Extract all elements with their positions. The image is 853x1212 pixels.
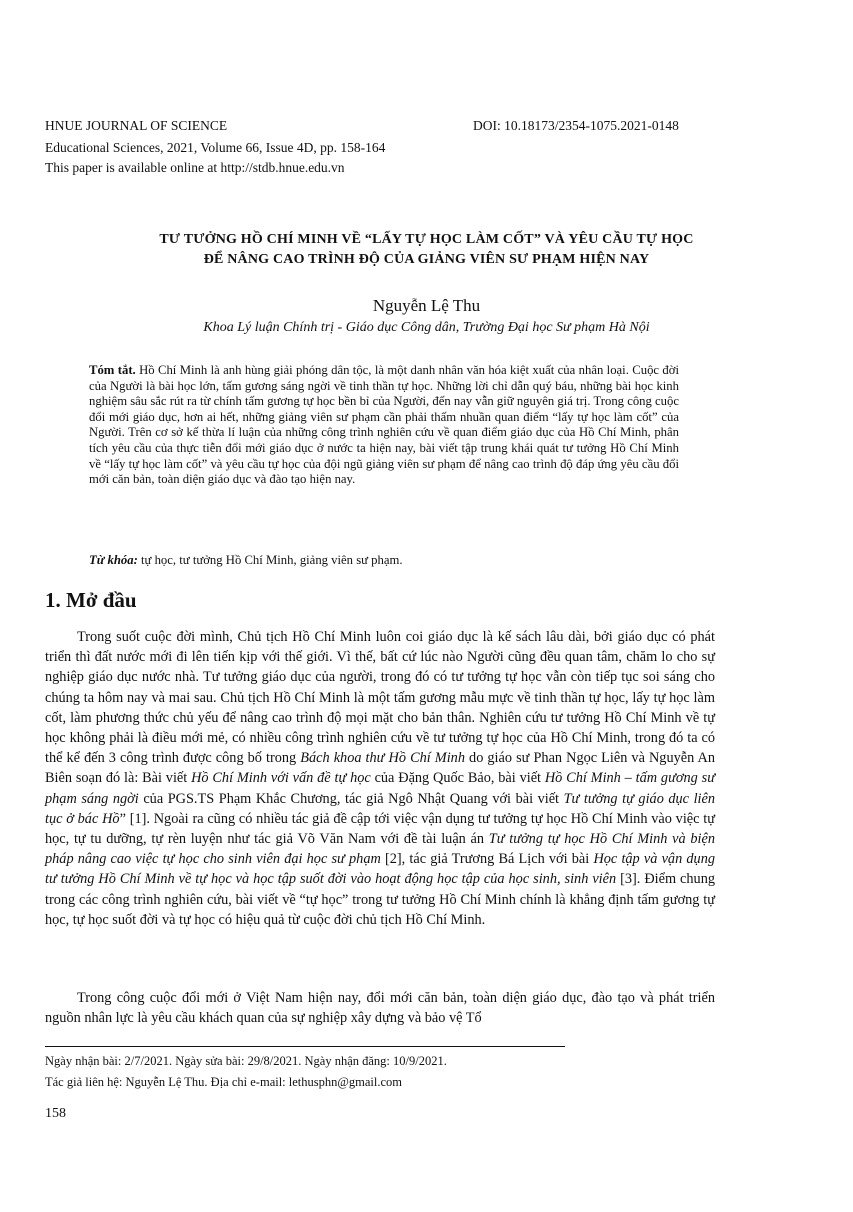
paper-title-line-1: TƯ TƯỞNG HỒ CHÍ MINH VỀ “LẤY TỰ HỌC LÀM CỐT” VÀ YÊU CẦU TỰ HỌC (159, 232, 694, 247)
p1-italic-ref: Hồ Chí Minh với vấn đề tự học (191, 770, 371, 787)
p1-italic-ref: Bách khoa thư Hồ Chí Minh (300, 750, 465, 767)
abstract (89, 363, 679, 488)
p1-italic-ref: Hồ Chí Minh – tấm gương sư phạm sáng ngời (45, 770, 715, 807)
page-number: 158 (45, 1106, 66, 1121)
paragraph-2: Trong công cuộc đổi mới ở Việt Nam hiện nay, đổi mới căn bản, toàn diện giáo dục, đào tạo và phát triển nguồn nhân lực là yêu cầu khách quan của sự nghiệp xây dựng và bảo vệ Tổ (45, 990, 715, 1027)
author-name: Nguyễn Lệ Thu (372, 296, 481, 315)
journal-name: HNUE JOURNAL OF SCIENCE (45, 118, 228, 133)
section-heading: 1. Mở đầu (45, 588, 137, 612)
p1-text: [2], tác giả Trương Bá Lịch với bài (380, 851, 594, 868)
p1-text: do giáo sư Phan Ngọc Liên và Nguyễn An Biên soạn đó là: Bài viết (45, 750, 715, 787)
paper-title-line-2: ĐỂ NÂNG CAO TRÌNH ĐỘ CỦA GIẢNG VIÊN SƯ PHẠM HIỆN NAY (203, 252, 650, 267)
affiliation: Khoa Lý luận Chính trị - Giáo dục Công dân, Trường Đại học Sư phạm Hà Nội (203, 320, 650, 335)
paragraph-1 (45, 627, 715, 930)
p1-text: ” [1]. Ngoài ra cũng có nhiều tác giả đề cập tới việc vận dụng tư tưởng tự học Hồ Chí Minh vào việc tự học, tự tu dưỡng, tự rèn luyện như tác giả Võ Văn Nam với đề tài luận án (45, 810, 715, 848)
abstract-label: Tóm tắt. (89, 363, 136, 377)
issue-info: Educational Sciences, 2021, Volume 66, Issue 4D, pp. 158-164 (45, 140, 386, 155)
footnote-dates: Ngày nhận bài: 2/7/2021. Ngày sửa bài: 29/8/2021. Ngày nhận đăng: 10/9/2021. (45, 1054, 447, 1068)
section-body (45, 627, 715, 930)
abstract-text: Hồ Chí Minh là anh hùng giải phóng dân tộc, là một danh nhân văn hóa kiệt xuất của nhân loại. Cuộc đời của Người là bài học lớn, tấm gương sáng ngời về tinh thần tự học. Những lời chỉ dẫn quý báu, những bài học kinh nghiệm sâu sắc rút ra từ chính tấm gương tự học bền bỉ của Người, đến nay vẫn giữ nguyên giá trị. Trong công cuộc đổi mới giáo dục, hơn ai hết, những giảng viên sư phạm cần phải thấm nhuần quan điểm “lấy tự học làm cốt” của Người. Trên cơ sở kế thừa lí luận của những công trình nghiên cứu về quan điểm giáo dục của Hồ Chí Minh, phân tích yêu cầu của thực tiễn đổi mới giáo dục ở nước ta hiện nay, bài viết tập trung khái quát tư tưởng Hồ Chí Minh về “lấy tự học làm cốt” và yêu cầu tự học của đội ngũ giảng viên sư phạm để nâng cao trình độ đáp ứng yêu cầu đổi mới căn bản, toàn diện giáo dục và đào tạo hiện nay. (89, 363, 680, 487)
keywords-label: Từ khóa: (89, 553, 138, 567)
doi: DOI: 10.18173/2354-1075.2021-0148 (473, 118, 679, 133)
p1-text: của PGS.TS Phạm Khắc Chương, tác giả Ngô Nhật Quang với bài viết (138, 790, 564, 807)
availability-note: This paper is available online at http://stdb.hnue.edu.vn (45, 160, 345, 175)
footnote-divider (45, 1046, 565, 1047)
p1-italic-ref: Học tập và vận dụng tư tưởng Hồ Chí Minh về tự học và học tập suốt đời vào hoạt động học tập của học sinh, sinh viên (45, 851, 715, 888)
keywords-text: tự học, tư tưởng Hồ Chí Minh, giảng viên sư phạm. (137, 553, 403, 567)
section-body-2 (45, 988, 715, 1028)
footnote-contact: Tác giả liên hệ: Nguyễn Lệ Thu. Địa chỉ e-mail: lethusphn@gmail.com (45, 1075, 403, 1089)
p1-text: của Đặng Quốc Bảo, bài viết (370, 770, 545, 787)
p1-italic-ref: Tư tưởng tự giáo dục liên tục ở bác Hồ (45, 790, 716, 827)
p1-text: [3]. Điểm chung trong các công trình nghiên cứu, bài viết về “tự học” trong tư tưởng Hồ Chí Minh chính là khẳng định tấm gương tự học, tự học suốt đời và tự học có hiệu quả từ cuộc đời chủ tịch Hồ Chí Minh. (45, 871, 716, 928)
keywords (89, 552, 689, 568)
p1-italic-ref: Tư tưởng tự học Hồ Chí Minh và biện pháp nâng cao việc tự học cho sinh viên đại học sư phạm (45, 831, 716, 868)
p1-text: Trong suốt cuộc đời mình, Chủ tịch Hồ Chí Minh luôn coi giáo dục là kế sách lâu dài, bởi giáo dục có phát triển thì đất nước mới đi lên tiến kịp với thế giới. Vì thế, bất cứ lúc nào Người cũng đều quan tâm, chăm lo cho sự nghiệp giáo dục nước nhà. Tư tưởng giáo dục của người, trong đó có tư tưởng tự học vẫn còn tiếp tục soi sáng cho chúng ta hôm nay và mai sau. Chủ tịch Hồ Chí Minh là một tấm gương mẫu mực về tinh thần tự học, lấy tự học làm cốt, làm phương thức chủ yếu để nâng cao trình độ mọi mặt cho bản thân. Nghiên cứu tư tưởng Hồ Chí Minh về tự học không phải là điều mới mẻ, có nhiều công trình nghiên cứu về tư tưởng tự học của Hồ Chí Minh, trong đó ta có thể kể đến 3 công trình được công bố trong (45, 629, 715, 767)
